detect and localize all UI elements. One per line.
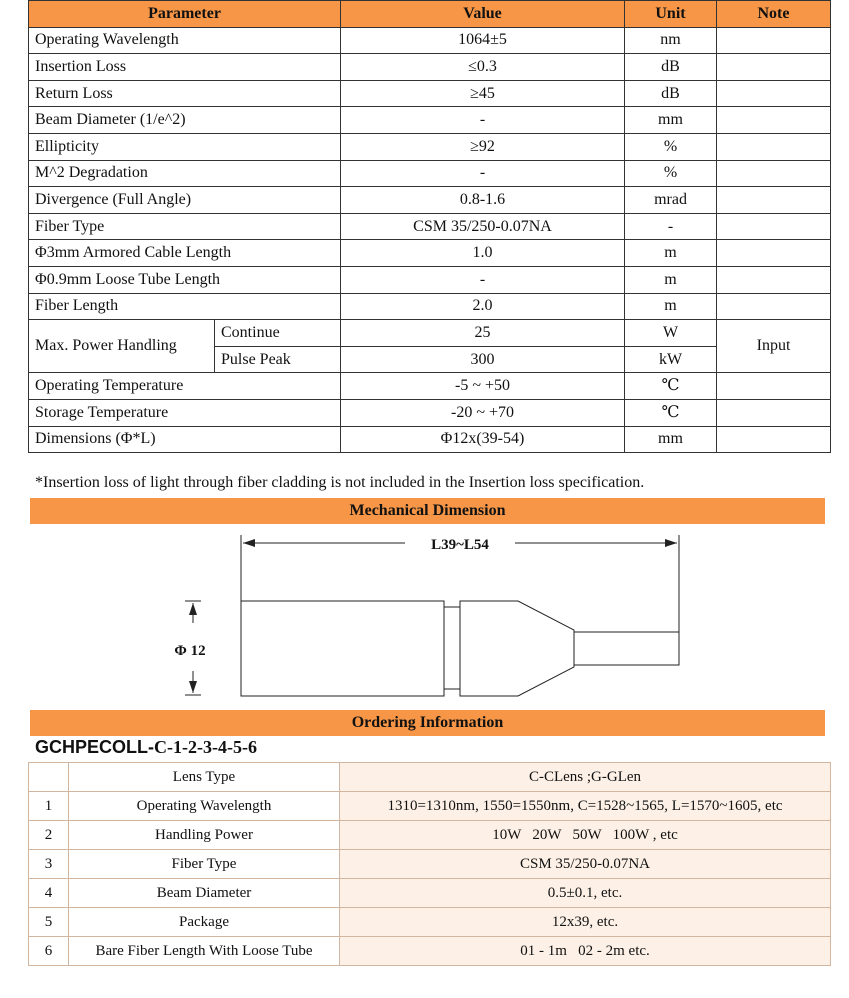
note-cell xyxy=(717,240,831,267)
unit-cell: nm xyxy=(625,27,717,54)
param-cell: Beam Diameter (1/e^2) xyxy=(29,107,341,134)
power-param-cell: Max. Power Handling xyxy=(29,320,215,373)
table-row xyxy=(29,792,831,821)
table-row xyxy=(29,133,831,160)
table-row xyxy=(29,399,831,426)
table-row xyxy=(29,266,831,293)
order-num-cell: 2 xyxy=(29,821,69,850)
param-cell: Dimensions (Φ*L) xyxy=(29,426,341,453)
collimator-ring xyxy=(444,607,460,689)
specification-table xyxy=(28,0,831,453)
unit-cell: mm xyxy=(625,107,717,134)
value-cell: - xyxy=(341,107,625,134)
note-cell xyxy=(717,27,831,54)
table-row xyxy=(29,426,831,453)
unit-cell: dB xyxy=(625,54,717,81)
order-value-cell: 12x39, etc. xyxy=(340,908,831,937)
note-cell xyxy=(717,213,831,240)
fiber-cable xyxy=(574,632,679,665)
order-name-cell: Lens Type xyxy=(69,763,340,792)
param-cell: Φ0.9mm Loose Tube Length xyxy=(29,266,341,293)
order-value-cell: 01 - 1m 02 - 2m etc. xyxy=(340,937,831,966)
order-name-cell: Package xyxy=(69,908,340,937)
note-cell xyxy=(717,54,831,81)
power-sub-label: Continue xyxy=(215,320,341,347)
ordering-table xyxy=(28,762,831,966)
mechanical-drawing xyxy=(0,525,849,707)
length-label: L39~L54 xyxy=(431,537,489,553)
order-name-cell: Beam Diameter xyxy=(69,879,340,908)
note-cell xyxy=(717,293,831,320)
power-note-cell: Input xyxy=(717,320,831,373)
note-cell xyxy=(717,399,831,426)
collimator-taper xyxy=(460,601,574,696)
table-row xyxy=(29,187,831,214)
param-cell: Storage Temperature xyxy=(29,399,341,426)
order-num-cell: 1 xyxy=(29,792,69,821)
unit-cell: kW xyxy=(625,346,717,373)
unit-cell: ℃ xyxy=(625,373,717,400)
unit-cell: % xyxy=(625,160,717,187)
value-cell: 2.0 xyxy=(341,293,625,320)
collimator-body xyxy=(241,601,444,696)
table-row xyxy=(29,879,831,908)
value-cell: ≤0.3 xyxy=(341,54,625,81)
header-unit: Unit xyxy=(625,1,717,28)
order-num-cell xyxy=(29,763,69,792)
value-cell: -5 ~ +50 xyxy=(341,373,625,400)
model-suffix: C-1-2-3-4-5-6 xyxy=(154,737,257,757)
unit-cell: % xyxy=(625,133,717,160)
table-row xyxy=(29,373,831,400)
order-num-cell: 4 xyxy=(29,879,69,908)
param-cell: M^2 Degradation xyxy=(29,160,341,187)
order-name-cell: Operating Wavelength xyxy=(69,792,340,821)
value-cell: CSM 35/250-0.07NA xyxy=(341,213,625,240)
param-cell: Ellipticity xyxy=(29,133,341,160)
table-row xyxy=(29,54,831,81)
order-num-cell: 3 xyxy=(29,850,69,879)
order-value-cell: 0.5±0.1, etc. xyxy=(340,879,831,908)
mechanical-dimension-title: Mechanical Dimension xyxy=(30,498,825,524)
note-cell xyxy=(717,160,831,187)
table-row xyxy=(29,107,831,134)
ordering-information-title: Ordering Information xyxy=(30,710,825,736)
value-cell: 300 xyxy=(341,346,625,373)
spec-header-row xyxy=(29,1,831,28)
note-cell xyxy=(717,426,831,453)
unit-cell: ℃ xyxy=(625,399,717,426)
unit-cell: W xyxy=(625,320,717,347)
table-row xyxy=(29,850,831,879)
param-cell: Operating Temperature xyxy=(29,373,341,400)
header-value: Value xyxy=(341,1,625,28)
table-row xyxy=(29,821,831,850)
param-cell: Φ3mm Armored Cable Length xyxy=(29,240,341,267)
note-cell xyxy=(717,266,831,293)
value-cell: 1064±5 xyxy=(341,27,625,54)
order-name-cell: Fiber Type xyxy=(69,850,340,879)
note-cell xyxy=(717,373,831,400)
param-cell: Divergence (Full Angle) xyxy=(29,187,341,214)
table-row xyxy=(29,937,831,966)
table-row xyxy=(29,213,831,240)
param-cell: Fiber Type xyxy=(29,213,341,240)
order-value-cell: 10W 20W 50W 100W , etc xyxy=(340,821,831,850)
table-row xyxy=(29,763,831,792)
order-value-cell: C-CLens ;G-GLen xyxy=(340,763,831,792)
value-cell: 0.8-1.6 xyxy=(341,187,625,214)
model-prefix: GCHPECOLL- xyxy=(35,737,154,757)
table-row xyxy=(29,160,831,187)
unit-cell: dB xyxy=(625,80,717,107)
model-code xyxy=(35,737,257,758)
param-cell: Return Loss xyxy=(29,80,341,107)
value-cell: - xyxy=(341,160,625,187)
order-name-cell: Bare Fiber Length With Loose Tube xyxy=(69,937,340,966)
header-parameter: Parameter xyxy=(29,1,341,28)
table-row xyxy=(29,320,831,347)
unit-cell: m xyxy=(625,240,717,267)
param-cell: Insertion Loss xyxy=(29,54,341,81)
value-cell: 1.0 xyxy=(341,240,625,267)
value-cell: 25 xyxy=(341,320,625,347)
value-cell: -20 ~ +70 xyxy=(341,399,625,426)
order-value-cell: 1310=1310nm, 1550=1550nm, C=1528~1565, L=1570~1605, etc xyxy=(340,792,831,821)
order-value-cell: CSM 35/250-0.07NA xyxy=(340,850,831,879)
note-cell xyxy=(717,107,831,134)
value-cell: Φ12x(39-54) xyxy=(341,426,625,453)
order-name-cell: Handling Power xyxy=(69,821,340,850)
param-cell: Operating Wavelength xyxy=(29,27,341,54)
note-cell xyxy=(717,80,831,107)
diameter-label: Φ 12 xyxy=(174,643,206,659)
footnote: *Insertion loss of light through fiber cladding is not included in the Insertion loss specification. xyxy=(35,474,645,491)
note-cell xyxy=(717,187,831,214)
table-row xyxy=(29,240,831,267)
table-row xyxy=(29,293,831,320)
header-note: Note xyxy=(717,1,831,28)
note-cell xyxy=(717,133,831,160)
unit-cell: mm xyxy=(625,426,717,453)
order-num-cell: 6 xyxy=(29,937,69,966)
unit-cell: - xyxy=(625,213,717,240)
unit-cell: m xyxy=(625,266,717,293)
table-row xyxy=(29,27,831,54)
order-num-cell: 5 xyxy=(29,908,69,937)
unit-cell: mrad xyxy=(625,187,717,214)
value-cell: ≥92 xyxy=(341,133,625,160)
power-sub-label: Pulse Peak xyxy=(215,346,341,373)
param-cell: Fiber Length xyxy=(29,293,341,320)
table-row xyxy=(29,908,831,937)
value-cell: - xyxy=(341,266,625,293)
value-cell: ≥45 xyxy=(341,80,625,107)
table-row xyxy=(29,80,831,107)
unit-cell: m xyxy=(625,293,717,320)
